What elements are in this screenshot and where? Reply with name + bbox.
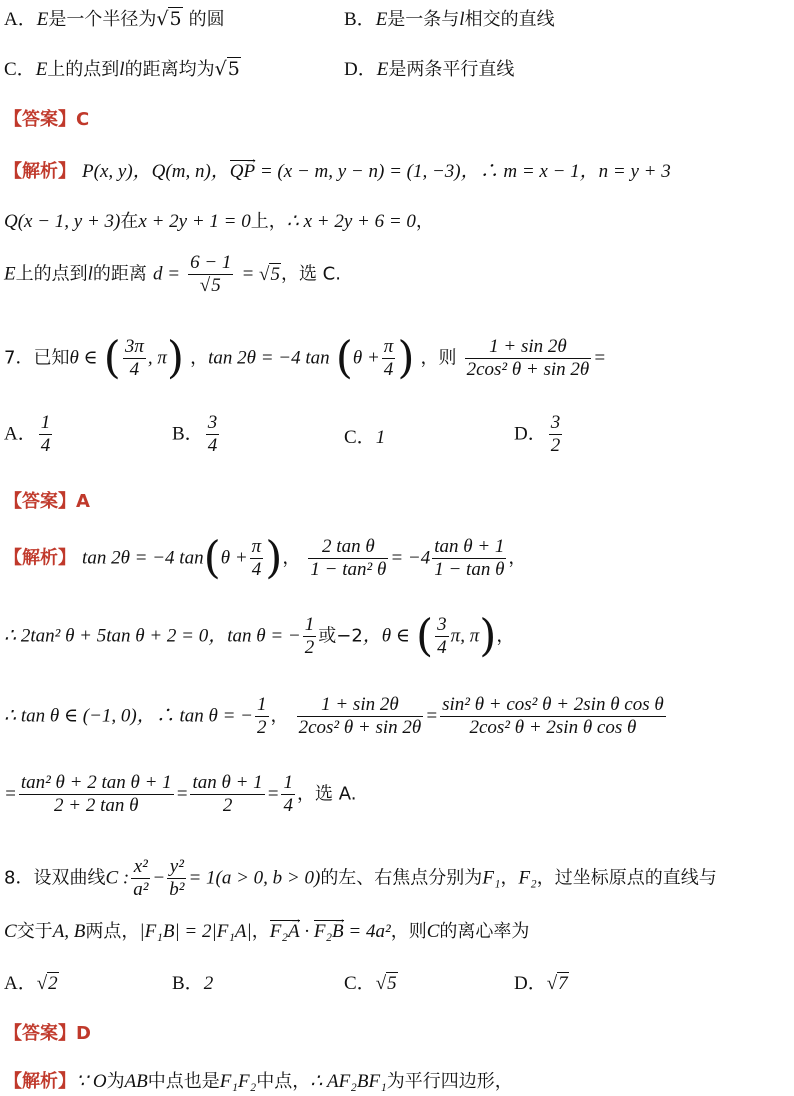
fraction: $\frac{1 + \sin 2\theta}{\text{2cos² θ + sin 2θ}}$ bbox=[466, 336, 590, 380]
q7-analysis-line-1: 【解析】 tan 2θ = −4 tan(θ + $\frac{\pi}{4}$ )， $\frac{\text{2 tan θ}}{\text{1 − tan² θ}}$ = −4 $\frac{\text{tan θ + 1}}{\text{1 − tan θ}}$ ， bbox=[4, 532, 527, 584]
vector-f2a: F₂A → bbox=[270, 919, 300, 945]
q6-option-a: A．E是一个半径为√5 的圆 bbox=[4, 8, 225, 30]
sqrt-5: √5 bbox=[259, 263, 280, 285]
sqrt-5: √5 bbox=[214, 58, 240, 80]
q6-analysis-line-2: Q(x − 1, y + 3)在x + 2y + 1 = 0上，∴ x + 2y + 6 = 0， bbox=[4, 211, 434, 232]
q8-option-b: B．2 bbox=[172, 973, 214, 994]
q7-option-a: A． $\frac{1}{4}$ bbox=[4, 412, 51, 456]
q7-option-b: B． $\frac{3}{4}$ bbox=[172, 412, 218, 456]
q7-option-d: D． $\frac{3}{2}$ bbox=[514, 412, 561, 456]
q6-option-b: B．E是一条与l相交的直线 bbox=[344, 9, 555, 30]
fraction: $\frac{6 - 1}{√5}$ bbox=[190, 252, 232, 296]
q7-analysis-line-4: = $\frac{\text{tan² θ + 2 tan θ + 1}}{\text{2 + 2 tan θ}}$ = $\frac{\text{tan θ + 1}}{2}$ = $\frac{1}{4}$ ，选 A. bbox=[4, 772, 357, 816]
q7-answer: 【答案】A bbox=[4, 491, 90, 512]
q8-question-line-1: 8．设双曲线C : $\frac{\text{x²}}{\text{a²}}$ − $\frac{\text{y²}}{\text{b²}}$ = 1(a > 0, b > 0)的左、右焦点分别为F₁，F₂，过坐标原点的直线与 bbox=[4, 856, 717, 900]
sqrt-5: √5 bbox=[156, 8, 182, 30]
q7-analysis-line-2: ∴ 2tan² θ + 5tan θ + 2 = 0，tan θ = − $\frac{1}{2}$ 或−2，θ ∈ ( $\frac{3}{4}$ π, π)， bbox=[4, 610, 515, 662]
fraction: $\frac{\pi}{4}$ bbox=[383, 336, 394, 380]
q7-analysis-line-3: ∴ tan θ ∈ (−1, 0)，∴ tan θ = − $\frac{1}{2}$ ， $\frac{1 + \sin 2\theta}{\text{2cos² θ + sin 2θ}}$ = $\frac{\text{sin² θ + cos² θ + 2sin θ cos θ}}{\text{2cos² θ + 2sin θ cos θ}}$ bbox=[4, 694, 664, 738]
q8-answer: 【答案】D bbox=[4, 1023, 91, 1044]
q8-option-a: A．√2 bbox=[4, 973, 58, 994]
q6-answer: 【答案】C bbox=[4, 109, 90, 130]
q6-analysis-line-3: E上的点到l的距离 d = $\frac{6 - 1}{√5}$ = √5，选 C. bbox=[4, 252, 341, 296]
q8-question-line-2: C交于A, B两点，|F₁B| = 2|F₁A|，F₂A → · F₂B → = 4a²，则C的离心率为 bbox=[4, 918, 529, 945]
fraction: $\frac{3\pi}{4}$ bbox=[124, 336, 144, 380]
q6-option-c: C．E上的点到l的距离均为√5 bbox=[4, 58, 240, 80]
q8-analysis-line-1: 【解析】∵ O为AB中点也是F₁F₂中点，∴ AF₂BF₁为平行四边形， bbox=[4, 1071, 513, 1092]
q6-analysis-line-1: 【解析】 P(x, y)，Q(m, n)，QP → = (x − m, y − n) = (1, −3)，∴ m = x − 1，n = y + 3 bbox=[4, 158, 671, 185]
vector-f2b: F₂B → bbox=[314, 919, 344, 945]
q8-option-d: D．√7 bbox=[514, 973, 568, 994]
q6-option-d: D．E是两条平行直线 bbox=[344, 59, 515, 80]
q8-option-c: C．√5 bbox=[344, 973, 397, 994]
q7-option-c: C．1 bbox=[344, 427, 386, 448]
q7-question: 7．已知θ ∈ ( $\frac{3\pi}{4}$ , π) ，tan 2θ = −4 tan (θ + $\frac{\pi}{4}$ ) ，则 $\frac{1 + \sin 2\theta}{\text{2cos² θ + sin 2θ}}$ = bbox=[4, 332, 607, 384]
vector-qp: QP → bbox=[230, 159, 255, 185]
